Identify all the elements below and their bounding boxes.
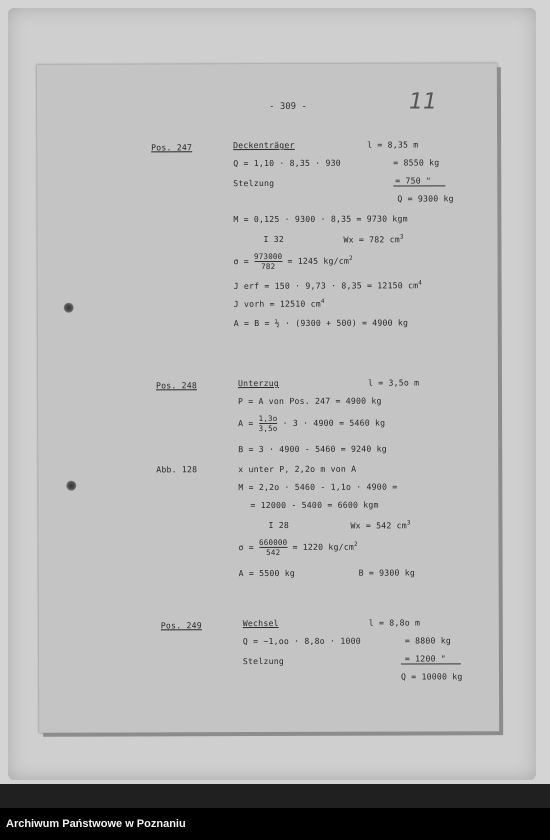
archive-name: Archiwum Państwowe w Poznaniu <box>6 818 186 830</box>
pos249-label: Pos. 249 <box>160 620 202 631</box>
archive-footer <box>0 808 550 840</box>
pos249-stelzung-value: = 1200 " <box>404 653 446 664</box>
film-edge-strip <box>0 784 550 808</box>
pos248-moment-result: = 12000 - 5400 = 6600 kgm <box>250 499 379 511</box>
pos248-support-a: A = 5500 kg <box>238 567 296 579</box>
figure-reference: Abb. 128 <box>156 464 198 475</box>
pos248-reaction-b: B = 3 · 4900 - 5460 = 9240 kg <box>238 443 387 455</box>
pos247-q-line: Q = 1,10 · 8,35 · 930 <box>233 157 341 169</box>
pos249-q-total: Q = 10000 kg <box>400 671 463 682</box>
pos249-sum-line <box>401 663 461 664</box>
pos248-profile: I 28 <box>268 519 289 530</box>
pos248-moment: M = 2,2o · 5460 - 1,1o · 4900 = <box>238 481 398 493</box>
pos247-q-total: Q = 9300 kg <box>397 193 454 204</box>
pos247-profile: I 32 <box>263 233 284 245</box>
pos247-q-value: = 8550 kg <box>393 157 440 168</box>
page-number: - 309 - <box>268 101 307 112</box>
pos249-stelzung: Stelzung <box>242 655 284 667</box>
pos248-reaction-a: A = $\frac{1,3o}{3,5o}$ · 3 · 4900 = 5460 kg <box>238 413 386 434</box>
pos247-inertia-required: J erf = 150 · 9,73 · 8,35 = 12150 $cm^4$ <box>233 279 423 291</box>
pos248-span: l = 3,5o m <box>367 377 420 388</box>
pos248-title: Unterzug <box>237 377 280 389</box>
document-page <box>37 63 499 733</box>
pos249-q-value: = 8800 kg <box>404 635 452 646</box>
pos248-position: x unter P, 2,2o m von A <box>238 463 357 475</box>
pos247-stelzung: Stelzung <box>233 177 275 189</box>
pos247-label: Pos. 247 <box>151 142 193 153</box>
pos248-label: Pos. 248 <box>155 380 198 391</box>
pos247-span: l = 8,35 m <box>367 139 419 150</box>
pos247-title: Deckenträger <box>233 139 295 151</box>
pos247-moment: M = 0,125 · 9300 · 8,35 = 9730 kgm <box>233 213 408 225</box>
pos249-span: l = 8,8o m <box>368 617 421 628</box>
pos247-stelzung-value: = 750 " <box>395 175 432 186</box>
punch-hole-top <box>64 303 74 313</box>
handwritten-mark: 11 <box>408 89 438 115</box>
pos247-reactions: A = B = ½ · (9300 + 500) = 4900 kg <box>233 317 409 329</box>
pos247-sum-line <box>393 185 445 186</box>
pos247-stress: σ = $\frac{973000}{782}$ = 1245 $kg/cm^2$ <box>233 251 353 272</box>
pos247-inertia-actual: J vorh = 12510 $cm^4$ <box>233 297 325 309</box>
pos248-stress: σ = $\frac{660000}{542}$ = 1220 $kg/cm^2$ <box>238 537 358 558</box>
punch-hole-bottom <box>66 481 76 491</box>
pos248-support-b: B = 9300 kg <box>358 567 416 578</box>
pos247-section-modulus: Wx = 782 $cm^3$ <box>343 233 404 245</box>
pos248-section-modulus: Wx = 542 $cm^3$ <box>350 519 411 531</box>
pos248-load: P = A von Pos. 247 = 4900 kg <box>237 395 382 407</box>
pos249-q-line: Q = ~1,oo · 8,8o · 1000 <box>242 635 361 647</box>
pos249-title: Wechsel <box>242 617 279 629</box>
